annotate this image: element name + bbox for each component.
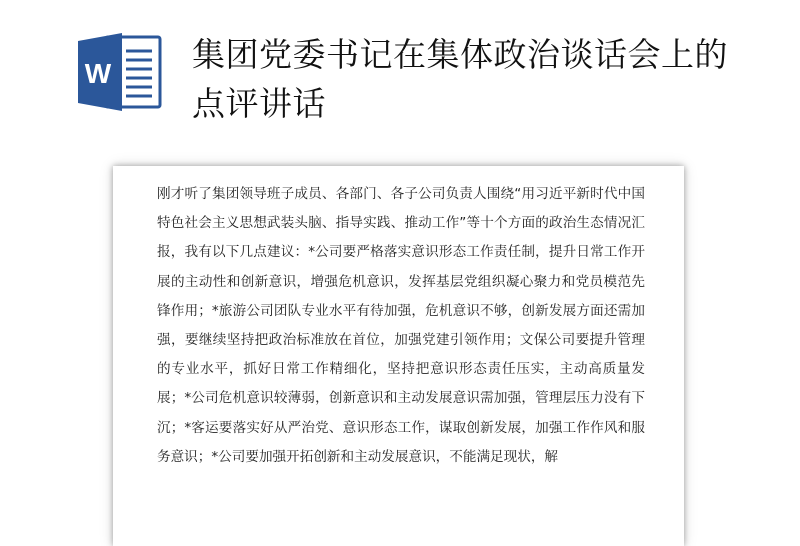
document-page (113, 166, 684, 546)
document-header (0, 0, 800, 160)
page-title: 集团党委书记在集体政治谈话会上的点评讲话 (192, 35, 728, 123)
document-body-text: 刚才听了集团领导班子成员、各部门、各子公司负责人围绕“用习近平新时代中国特色社会主义思想武装头脑、指导实践、推动工作”等十个方面的政治生态情况汇报，我有以下几点建议：*公司要严格落实意识形态工作责任制，提升日常工作开展的主动性和创新意识，增强危机意识，发挥基层党组织凝心聚力和党员模范先锋作用；*旅游公司团队专业水平有待加强，危机意识不够，创新发展方面还需加强，要继续坚持把政治标准放在首位，加强党建引领作用；文保公司要提升管理的专业水平，抓好日常工作精细化，坚持把意识形态责任压实，主动高质量发展；*公司危机意识较薄弱，创新意识和主动发展意识需加强，管理层压力没有下沉；*客运要落实好从严治党、意识形态工作，谋取创新发展，加强工作作风和服务意识；*公司要加强开拓创新和主动发展意识，不能满足现状，解 (157, 186, 645, 465)
word-document-icon (76, 31, 164, 113)
word-icon-letter: W (84, 58, 112, 89)
